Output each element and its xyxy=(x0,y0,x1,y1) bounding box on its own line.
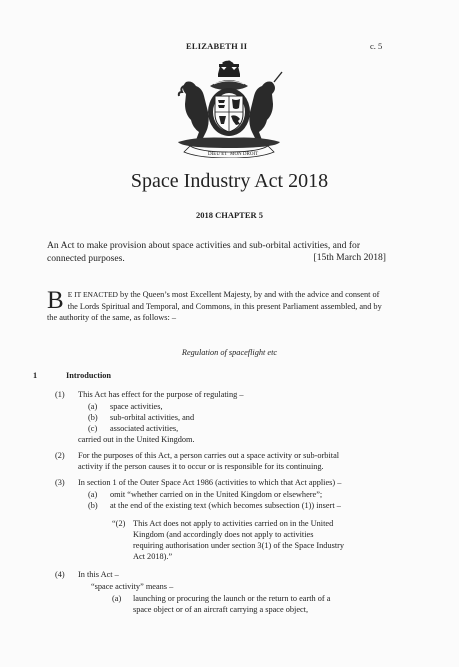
inserted-subsection-number: “(2) xyxy=(112,519,126,528)
royal-assent-date: [15th March 2018] xyxy=(313,252,386,263)
subsection-2-line-2: activity if the person causes it to occur or is responsible for its continuing. xyxy=(78,462,324,471)
para-3a-number: (a) xyxy=(88,490,98,499)
long-title: An Act to make provision about space activities and sub-orbital activities, and for connected purposes. xyxy=(47,240,361,264)
para-4a-line-2: space object or of an aircraft carrying a space object, xyxy=(133,605,309,614)
subsection-4-number: (4) xyxy=(55,570,65,579)
subsection-2-number: (2) xyxy=(55,451,65,460)
para-1c-number: (c) xyxy=(88,424,98,433)
enacting-text: by the Queen’s most Excellent Majesty, by and with the advice and consent of the Lords Spiritual and Temporal, and Commons, in this present Parliament assembled, and by the authority of the same, as follows: – xyxy=(47,290,382,322)
act-title: Space Industry Act 2018 xyxy=(130,170,329,192)
royal-coat-of-arms-icon xyxy=(164,60,294,158)
dropcap-letter: B xyxy=(47,287,64,314)
para-3b-number: (b) xyxy=(88,501,98,510)
para-4a-line-1: launching or procuring the launch or the return to earth of a xyxy=(133,594,331,603)
definition-space-activity: “space activity” means – xyxy=(91,582,174,591)
para-3b-text: at the end of the existing text (which becomes subsection (1)) insert – xyxy=(110,501,341,510)
para-4a-number: (a) xyxy=(112,594,122,603)
section-heading: Introduction xyxy=(66,371,112,380)
subsection-4-text: In this Act – xyxy=(78,570,119,579)
subsection-1-text: This Act has effect for the purpose of regulating – xyxy=(78,390,244,399)
inserted-text-line-2: Kingdom (and accordingly does not apply to activities xyxy=(133,530,314,539)
enacting-small-caps: E IT ENACTED xyxy=(67,290,118,299)
para-1a-text: space activities, xyxy=(110,402,163,411)
subsection-1-number: (1) xyxy=(55,390,65,399)
subsection-2-line-1: For the purposes of this Act, a person carries out a space activity or sub-orbital xyxy=(78,451,340,460)
inserted-text-line-4: Act 2018).” xyxy=(133,552,173,561)
subsection-3-number: (3) xyxy=(55,478,65,487)
para-1b-text: sub-orbital activities, and xyxy=(110,413,195,422)
para-3a-text: omit “whether carried on in the United Kingdom or elsewhere”; xyxy=(110,490,323,499)
motto-right-text: MON DROIT xyxy=(230,152,259,157)
subsection-3-text: In section 1 of the Outer Space Act 1986 (activities to which that Act applies) – xyxy=(78,478,342,487)
chapter-number: 2018 CHAPTER 5 xyxy=(195,210,264,220)
inserted-text-line-1: This Act does not apply to activities carried on in the United xyxy=(133,519,334,528)
section-number: 1 xyxy=(33,371,38,380)
para-1b-number: (b) xyxy=(88,413,98,422)
para-1c-text: associated activities, xyxy=(110,424,179,433)
subsection-1-tail: carried out in the United Kingdom. xyxy=(78,435,195,444)
para-1a-number: (a) xyxy=(88,402,98,411)
inserted-text-line-3: requiring authorisation under section 3(1) of the Space Industry xyxy=(133,541,345,550)
running-header-monarch: ELIZABETH II xyxy=(186,41,248,51)
motto-left-text: DIEU ET xyxy=(208,152,228,157)
enacting-formula xyxy=(47,289,391,324)
cross-heading: Regulation of spaceflight etc xyxy=(181,348,278,357)
running-header-chapter: c. 5 xyxy=(370,41,383,51)
